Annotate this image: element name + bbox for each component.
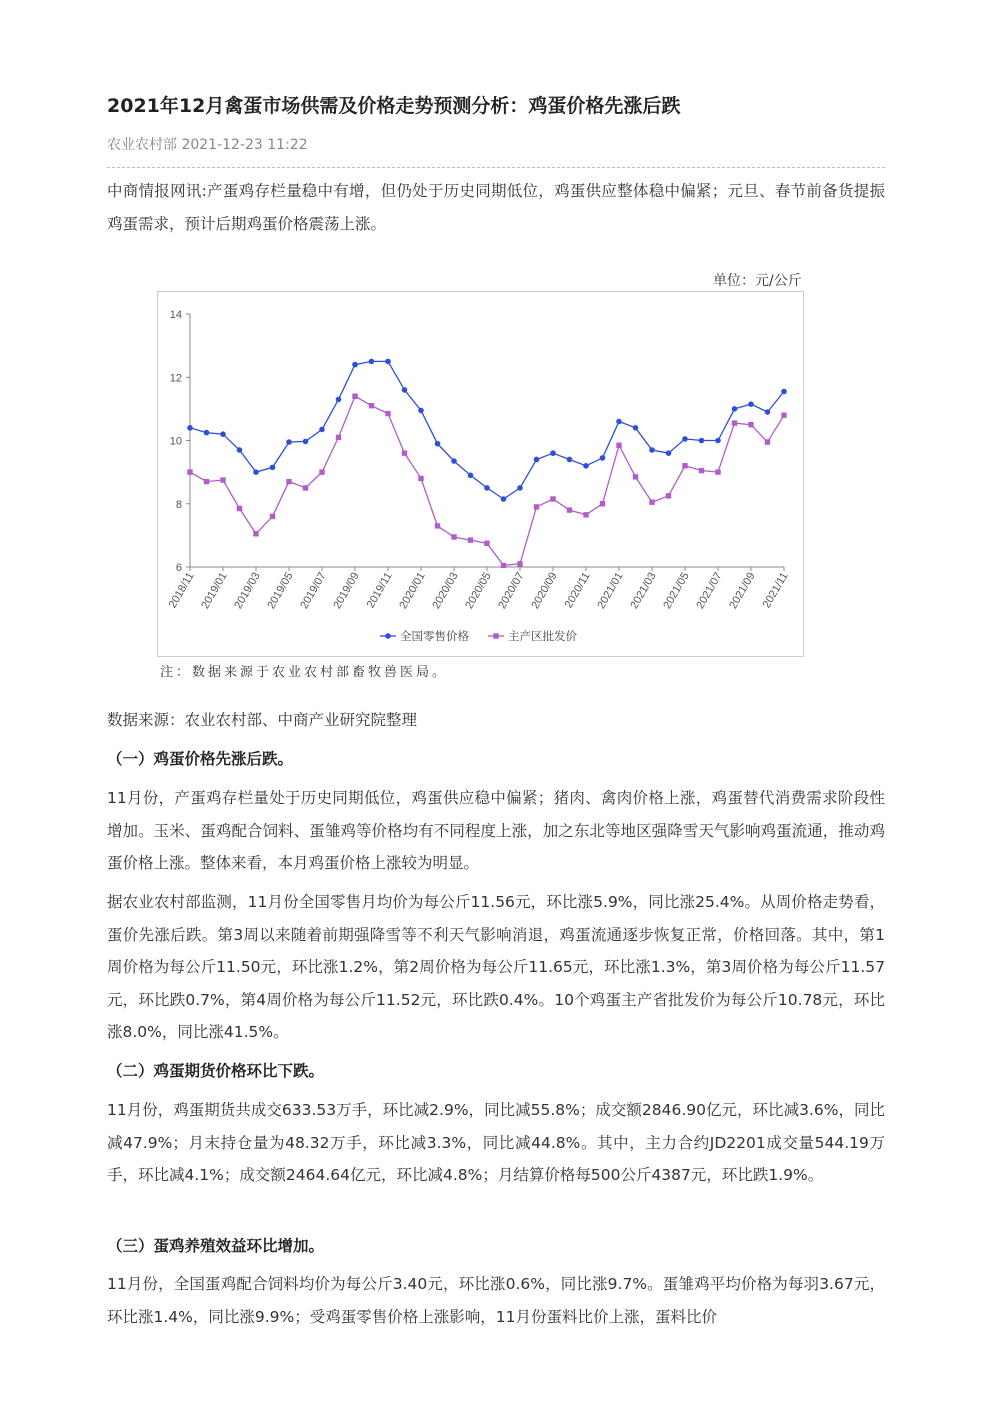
series-1-point (237, 447, 243, 453)
series-1-point (220, 431, 226, 437)
y-tick-label: 12 (169, 372, 182, 385)
x-tick-label: 2020/05 (463, 570, 494, 611)
series-2-point (270, 514, 275, 519)
series-2-point (666, 493, 671, 498)
series-2-point (402, 450, 407, 455)
x-tick-label: 2021/03 (628, 570, 659, 611)
series-2-point (699, 468, 704, 473)
series-1-point (517, 485, 523, 491)
series-2-point (682, 463, 687, 468)
series-1-point (649, 447, 655, 453)
series-1-point (468, 472, 474, 478)
series-2-point (484, 541, 489, 546)
series-2-point (319, 469, 324, 474)
series-1-point (765, 409, 771, 415)
section2-heading: （二）鸡蛋期货价格环比下跌。 (107, 1062, 325, 1080)
legend-swatch-marker (385, 633, 391, 639)
chart-legend (380, 629, 577, 643)
series-2-point (715, 469, 720, 474)
series-2-point (765, 439, 770, 444)
chart-svg (158, 292, 803, 656)
series-1-point (682, 436, 688, 442)
series-1-point (550, 450, 556, 456)
x-tick-label: 2020/03 (430, 570, 461, 611)
series-2-point (468, 537, 473, 542)
series-1-point (369, 359, 375, 365)
legend-label-1: 全国零售价格 (400, 629, 469, 643)
x-tick-label: 2020/07 (496, 570, 527, 611)
series-2-point (369, 403, 374, 408)
series-1-point (715, 438, 721, 444)
series-2-point (385, 411, 390, 416)
egg-price-chart (157, 291, 804, 657)
series-1-point (732, 406, 738, 412)
series-1-point (534, 457, 540, 463)
x-tick-label: 2019/05 (265, 570, 296, 611)
x-tick-label: 2020/01 (397, 570, 428, 611)
x-tick-label: 2021/01 (595, 570, 626, 611)
series-1-point (666, 450, 672, 456)
series-1-point (336, 397, 342, 403)
x-tick-label: 2019/01 (199, 570, 230, 611)
series-2-point (418, 476, 423, 481)
series-2-point (633, 474, 638, 479)
chart-unit-label: 单位：元/公斤 (713, 273, 802, 289)
x-tick-label: 2019/07 (298, 570, 329, 611)
legend-swatch-marker (493, 633, 498, 638)
series-1-point (484, 485, 490, 491)
x-tick-label: 2021/09 (727, 570, 758, 611)
series-2-point (303, 485, 308, 490)
series-2-point (204, 479, 209, 484)
series-2-point (534, 504, 539, 509)
series-1-point (583, 463, 589, 469)
series-1-point (303, 439, 309, 445)
section1-paragraph-2: 据农业农村部监测，11月份全国零售月均价为每公斤11.56元，环比涨5.9%，同比涨25.4%。从周价格走势看，蛋价先涨后跌。第3周以来随着前期强降雪等不利天气影响消退，鸡蛋流通逐步恢复正常，价格回落。其中，第1周价格为每公斤11.50元，环比涨1.2%，第2周价格为每公斤11.65元，环比涨1.3%，第3周价格为每公斤11.57元，环比跌0.7%，第4周价格为每公斤11.52元，环比跌0.4%。10个鸡蛋主产省批发价为每公斤10.78元，环比涨8.0%，同比涨41.5%。 (107, 893, 885, 1041)
series-1-point (418, 408, 424, 414)
series-1-point (616, 419, 622, 425)
series-1-point (781, 389, 787, 395)
section1-paragraph-1: 11月份，产蛋鸡存栏量处于历史同期低位，鸡蛋供应稳中偏紧；猪肉、禽肉价格上涨，鸡蛋替代消费需求阶段性增加。玉米、蛋鸡配合饲料、蛋雏鸡等价格均有不同程度上涨，加之东北等地区强降雪天气影响鸡蛋流通，推动鸡蛋价格上涨。整体来看，本月鸡蛋价格上涨较为明显。 (107, 789, 885, 872)
section1-heading: （一）鸡蛋价格先涨后跌。 (107, 750, 294, 768)
series-2-point (253, 531, 258, 536)
chart-note: 注：数据来源于农业农村部畜牧兽医局。 (160, 665, 449, 680)
series-1-point (567, 457, 573, 463)
series-2-point (732, 420, 737, 425)
series-2-point (451, 534, 456, 539)
x-tick-label: 2021/07 (694, 570, 725, 611)
series-2-point (237, 506, 242, 511)
x-tick-label: 2019/09 (331, 570, 362, 611)
series-2-point (616, 443, 621, 448)
meta-divider (107, 167, 885, 168)
series-1-point (319, 427, 325, 433)
series-2-point (220, 477, 225, 482)
series-2-point (336, 435, 341, 440)
article-meta: 农业农村部 2021-12-23 11:22 (107, 137, 308, 153)
series-2-point (517, 561, 522, 566)
series-1-point (435, 441, 441, 447)
series-1-point (286, 439, 292, 445)
x-tick-label: 2019/03 (232, 570, 263, 611)
section2-paragraph-1: 11月份，鸡蛋期货共成交633.53万手，环比减2.9%，同比减55.8%；成交额2846.90亿元，环比减3.6%，同比减47.9%；月末持仓量为48.32万手，环比减3.3%，同比减44.8%。其中，主力合约JD2201成交量544.19万手，环比减4.1%；成交额2464.64亿元，环比减4.8%；月结算价格每500公斤4387元，环比跌1.9%。 (107, 1101, 885, 1184)
series-2-point (501, 563, 506, 568)
series-line-1 (190, 361, 784, 499)
series-1-point (633, 425, 639, 431)
data-source: 数据来源：农业农村部、中商产业研究院整理 (107, 711, 418, 729)
series-1-point (402, 387, 408, 393)
section3-heading: （三）蛋鸡养殖效益环比增加。 (107, 1237, 325, 1255)
y-tick-label: 14 (169, 309, 182, 321)
series-1-point (204, 430, 210, 436)
x-tick-label: 2019/11 (364, 570, 395, 611)
x-tick-label: 2018/11 (166, 570, 197, 611)
x-tick-label: 2020/11 (562, 570, 593, 611)
series-1-point (253, 469, 259, 475)
series-2-point (352, 394, 357, 399)
series-1-point (451, 458, 457, 464)
series-1-point (748, 401, 754, 407)
series-1-point (352, 362, 358, 368)
series-2-point (748, 422, 753, 427)
series-1-point (501, 496, 507, 502)
series-2-point (600, 501, 605, 506)
series-2-point (781, 413, 786, 418)
x-tick-label: 2021/11 (760, 570, 791, 611)
y-tick-label: 8 (175, 498, 182, 511)
section3-paragraph-1: 11月份，全国蛋鸡配合饲料均价为每公斤3.40元，环比涨0.6%，同比涨9.7%。蛋雏鸡平均价格为每羽3.67元，环比涨1.4%，同比涨9.9%；受鸡蛋零售价格上涨影响，11月份蛋料比价上涨，蛋料比价 (107, 1275, 885, 1326)
chart-axes (167, 309, 791, 611)
series-2-point (583, 512, 588, 517)
x-tick-label: 2021/05 (661, 570, 692, 611)
series-2-point (567, 507, 572, 512)
series-2-point (435, 523, 440, 528)
chart-series-layer (187, 359, 787, 568)
series-line-2 (190, 396, 784, 565)
y-tick-label: 6 (175, 562, 182, 574)
intro-paragraph: 中商情报网讯:产蛋鸡存栏量稳中有增，但仍处于历史同期低位，鸡蛋供应整体稳中偏紧；元旦、春节前备货提振鸡蛋需求，预计后期鸡蛋价格震荡上涨。 (107, 182, 885, 233)
series-1-point (187, 425, 193, 431)
series-1-point (385, 359, 391, 365)
article-title: 2021年12月禽蛋市场供需及价格走势预测分析：鸡蛋价格先涨后跌 (107, 95, 681, 117)
series-2-point (286, 479, 291, 484)
series-1-point (600, 455, 606, 461)
series-2-point (550, 496, 555, 501)
series-1-point (699, 438, 705, 444)
series-1-point (270, 465, 276, 471)
y-tick-label: 10 (169, 435, 182, 448)
series-2-point (187, 469, 192, 474)
legend-label-2: 主产区批发价 (508, 629, 577, 643)
x-tick-label: 2020/09 (529, 570, 560, 611)
series-2-point (649, 499, 654, 504)
